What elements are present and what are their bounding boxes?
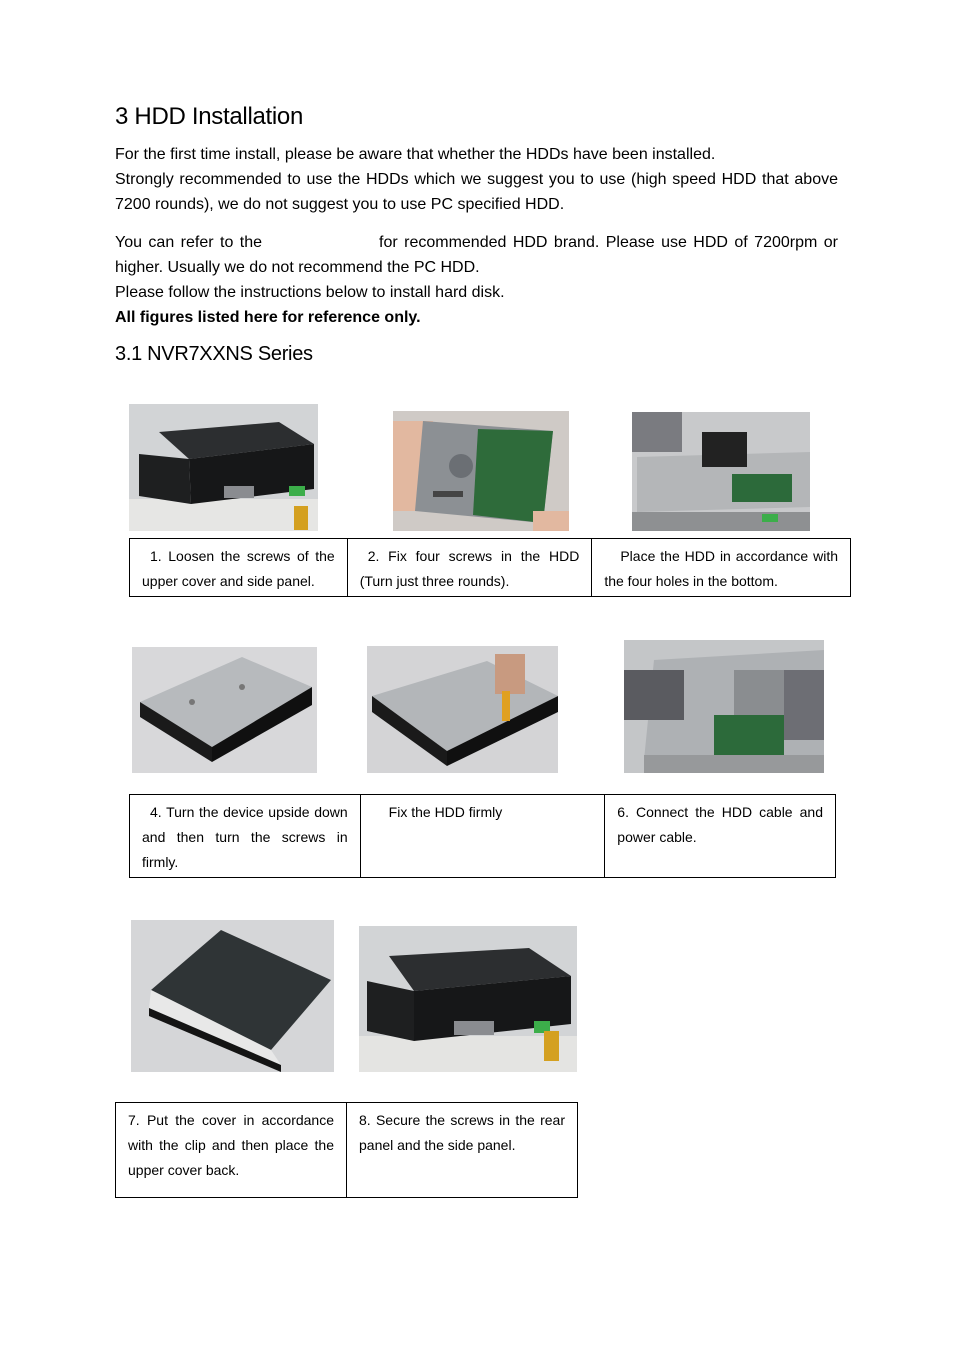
- step-2-caption: 2. Fix four screws in the HDD (Turn just three rounds).: [347, 539, 592, 597]
- steps-table-row-3: [115, 1102, 578, 1198]
- step-4-photo: [132, 647, 317, 773]
- step-3-photo: [632, 412, 810, 531]
- intro-paragraph-3: [115, 230, 838, 280]
- step-5-caption: Fix the HDD firmly: [360, 795, 605, 878]
- step-8-photo: [359, 926, 577, 1072]
- section-heading: 3 HDD Installation: [115, 103, 304, 130]
- step-6-photo: [624, 640, 824, 773]
- steps-table-row-1: [129, 538, 851, 597]
- step-1-caption: 1. Loosen the screws of the upper cover and side panel.: [130, 539, 348, 597]
- step-7-photo: [131, 920, 334, 1072]
- step-2-photo: [393, 411, 569, 531]
- intro-paragraph-3-end: for recommended HDD brand. Please use HDD of 7200rpm or higher. Usually we do not recommend the PC HDD.: [115, 234, 838, 276]
- intro-paragraph-1: For the first time install, please be aware that whether the HDDs have been installed.: [115, 146, 716, 163]
- step-3-caption: Place the HDD in accordance with the four holes in the bottom.: [592, 539, 851, 597]
- steps-table-row-2: [129, 794, 836, 878]
- step-5-photo: [367, 646, 558, 773]
- intro-paragraph-4: Please follow the instructions below to install hard disk.: [115, 284, 505, 301]
- step-7-caption: 7. Put the cover in accordance with the clip and then place the upper cover back.: [116, 1103, 347, 1198]
- step-6-caption: 6. Connect the HDD cable and power cable.: [605, 795, 836, 878]
- step-4-caption: 4. Turn the device upside down and then turn the screws in firmly.: [130, 795, 361, 878]
- step-8-caption: 8. Secure the screws in the rear panel and the side panel.: [347, 1103, 578, 1198]
- reference-note: All figures listed here for reference only.: [115, 309, 421, 326]
- intro-paragraph-2: Strongly recommended to use the HDDs which we suggest you to use (high speed HDD that above 7200 rounds), we do not suggest you to use PC specified HDD.: [115, 171, 838, 213]
- subsection-heading: 3.1 NVR7XXNS Series: [115, 343, 313, 365]
- intro-paragraph-3-start: You can refer to the: [115, 234, 263, 251]
- step-1-photo: [129, 404, 318, 531]
